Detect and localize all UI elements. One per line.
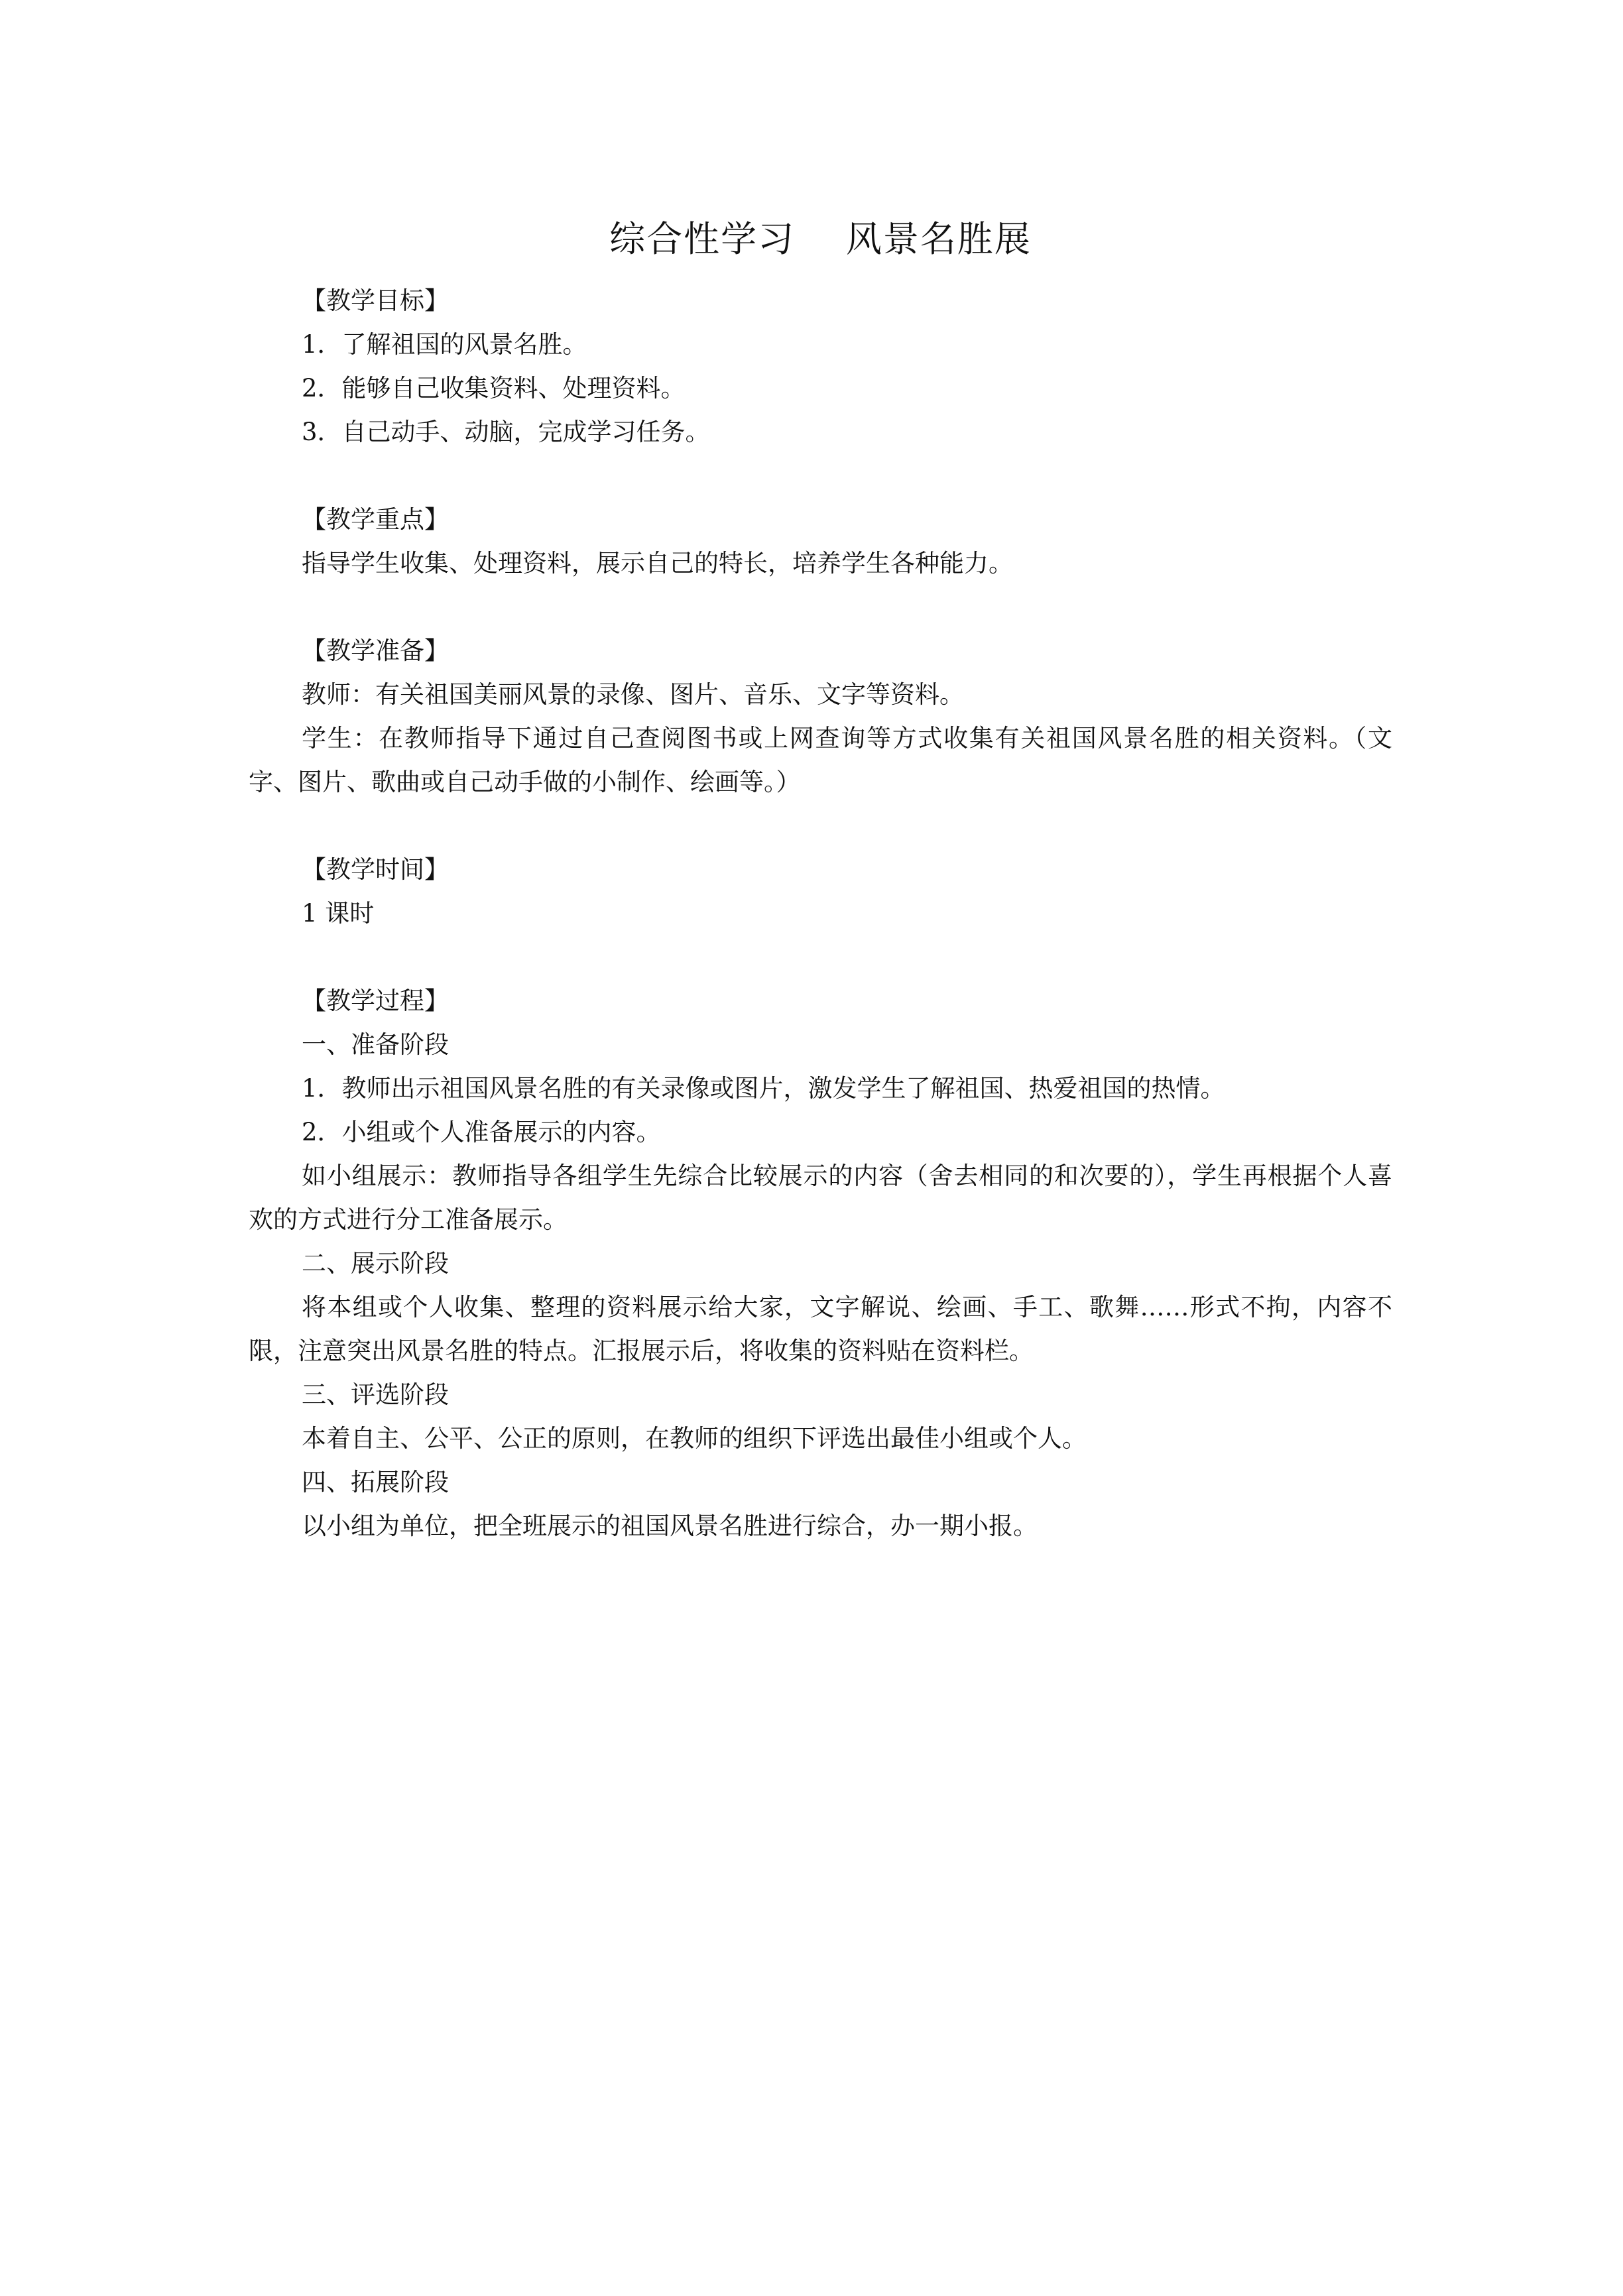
time-heading: 【教学时间】 — [302, 855, 449, 884]
stage-paragraph: 将本组或个人收集、整理的资料展示给大家，文字解说、绘画、手工、歌舞……形式不拘，内容不限，注意突出风景名胜的特点。汇报展示后，将收集的资料贴在资料栏。 — [249, 1293, 1392, 1365]
section-gap — [249, 804, 1392, 848]
section-gap — [249, 454, 1392, 498]
objective-item: 2．能够自己收集资料、处理资料。 — [302, 374, 686, 402]
preparation-student: 学生：在教师指导下通过自己查阅图书或上网查询等方式收集有关祖国风景名胜的相关资料。（文字、图片、歌曲或自己动手做的小制作、绘画等。） — [249, 724, 1392, 796]
stage-title: 二、展示阶段 — [302, 1249, 449, 1278]
section-gap — [249, 936, 1392, 979]
stage-paragraph: 以小组为单位，把全班展示的祖国风景名胜进行综合，办一期小报。 — [302, 1512, 1038, 1540]
stage-paragraph: 本着自主、公平、公正的原则，在教师的组织下评选出最佳小组或个人。 — [302, 1424, 1087, 1453]
time-text: 1 课时 — [302, 899, 375, 928]
stage-title: 四、拓展阶段 — [302, 1468, 449, 1496]
document-title: 综合性学习 风景名胜展 — [609, 218, 1032, 260]
stage-paragraph: 2．小组或个人准备展示的内容。 — [302, 1118, 661, 1146]
stage-paragraph: 如小组展示：教师指导各组学生先综合比较展示的内容（舍去相同的和次要的），学生再根据个人喜欢的方式进行分工准备展示。 — [249, 1162, 1392, 1234]
stage-title: 一、准备阶段 — [302, 1030, 449, 1059]
stage-title: 三、评选阶段 — [302, 1380, 449, 1409]
objectives-heading: 【教学目标】 — [302, 286, 449, 315]
objective-item: 1．了解祖国的风景名胜。 — [302, 330, 587, 359]
document-body — [249, 279, 1392, 1548]
key-points-heading: 【教学重点】 — [302, 505, 449, 534]
objective-item: 3．自己动手、动脑，完成学习任务。 — [302, 418, 710, 446]
preparation-heading: 【教学准备】 — [302, 636, 449, 665]
section-gap — [249, 585, 1392, 629]
key-points-text: 指导学生收集、处理资料，展示自己的特长，培养学生各种能力。 — [302, 549, 1013, 577]
process-heading: 【教学过程】 — [302, 987, 449, 1015]
stage-paragraph: 1．教师出示祖国风景名胜的有关录像或图片，激发学生了解祖国、热爱祖国的热情。 — [302, 1074, 1225, 1103]
preparation-teacher: 教师：有关祖国美丽风景的录像、图片、音乐、文字等资料。 — [302, 680, 964, 709]
